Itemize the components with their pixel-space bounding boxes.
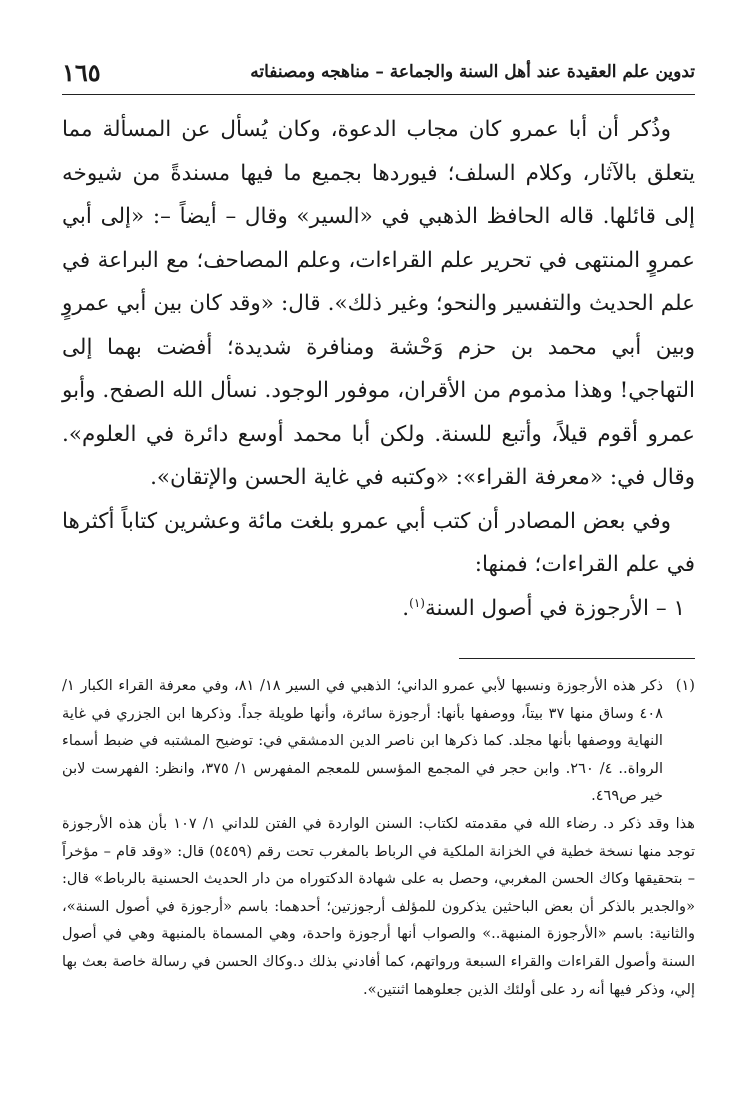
main-text <box>62 108 695 630</box>
paragraph: وذُكر أن أبا عمرو كان مجاب الدعوة، وكان يُسأل عن المسألة مما يتعلق بالآثار، وكلام السلف؛ فيوردها بجميع ما فيها مسندةً من شيوخه إلى قائلها. قاله الحافظ الذهبي في «السير» وقال – أيضاً –: «إلى أبي عمروٍ المنتهى في تحرير علم القراءات، وعلم المصاحف؛ مع البراعة في علم الحديث والتفسير والنحو؛ وغير ذلك». قال: «وقد كان بين أبي عمروٍ وبين أبي محمد بن حزم وَحْشة ومنافرة شديدة؛ أفضت بهما إلى التهاجي! وهذا مذموم من الأقران، موفور الوجود. نسأل الله الصفح. وأبو عمرو أقوم قيلاً، وأتبع للسنة. ولكن أبا محمد أوسع دائرة في العلوم». وقال في: «معرفة القراء»: «وكتبه في غاية الحسن والإتقان». <box>62 117 695 490</box>
footnote-marker: (١) <box>675 677 695 694</box>
page-header <box>62 58 695 95</box>
footnote-text: ذكر هذه الأرجوزة ونسبها لأبي عمرو الداني؛ الذهبي في السير ١٨/ ٨١، وفي معرفة القراء الكبار ١/ ٤٠٨ وساق منها ٣٧ بيتاً، ووصفها بأنها: أرجوزة سائرة، وأنها طويلة جداً. وذكرها ابن الجزري في غاية النهاية ووصفها بأنها مجلد. كما ذكرها ابن ناصر الدين الدمشقي في: توضيح المشتبه في ضبط أسماء الرواة.. ٤/ ٢٦٠. وابن حجر في المجمع المؤسس للمعجم المفهرس ١/ ٣٧٥، وانظر: الفهرست لابن خير ص٤٦٩. <box>62 677 663 805</box>
running-title: تدوين علم العقيدة عند أهل السنة والجماعة – مناهجه ومصنفاته <box>250 62 695 82</box>
list-item-text: ١ – الأرجوزة في أصول السنة <box>424 595 685 621</box>
list-item: ١ – الأرجوزة في أصول السنة$^{(١)}$. <box>402 595 685 621</box>
footnote-separator <box>459 658 695 659</box>
footnote <box>62 672 695 810</box>
footnote-reference[interactable]: (١) <box>409 595 425 610</box>
page-number: ١٦٥ <box>62 58 101 87</box>
paragraph: وفي بعض المصادر أن كتب أبي عمرو بلغت مائة وعشرين كتاباً أكثرها في علم القراءات؛ فمنها: <box>62 508 695 577</box>
footnote-continuation: هذا وقد ذكر د. رضاء الله في مقدمته لكتاب: السنن الواردة في الفتن للداني ١/ ١٠٧ بأن هذه الأرجوزة توجد منها نسخة خطية في الخزانة الملكية في الرباط بالمغرب تحت رقم (٥٤٥٩) قال: «وقد قام – مؤخراً – بتحقيقها وكاك الحسن المغربي، وحصل به على شهادة الدكتوراه من دار الحديث الحسنية بالرباط» قال: «والجدير بالذكر أن بعض الباحثين يذكرون للمؤلف أرجوزتين؛ أحدهما: باسم «أرجوزة في أصول السنة»، والثانية: باسم «الأرجوزة المنبهة..» والصواب أنها أرجوزة واحدة، وهي المسماة بالمنبهة وهي في أصول السنة وأصول القراءات والقراء السبعة ورواتهم، كما أفادني بذلك د.وكاك الحسن في رسالة خاصة بعث بها إلي، وذكر فيها أنه رد على أولئك الذين جعلوهما اثنتين». <box>62 814 696 998</box>
footnotes <box>62 672 695 1003</box>
